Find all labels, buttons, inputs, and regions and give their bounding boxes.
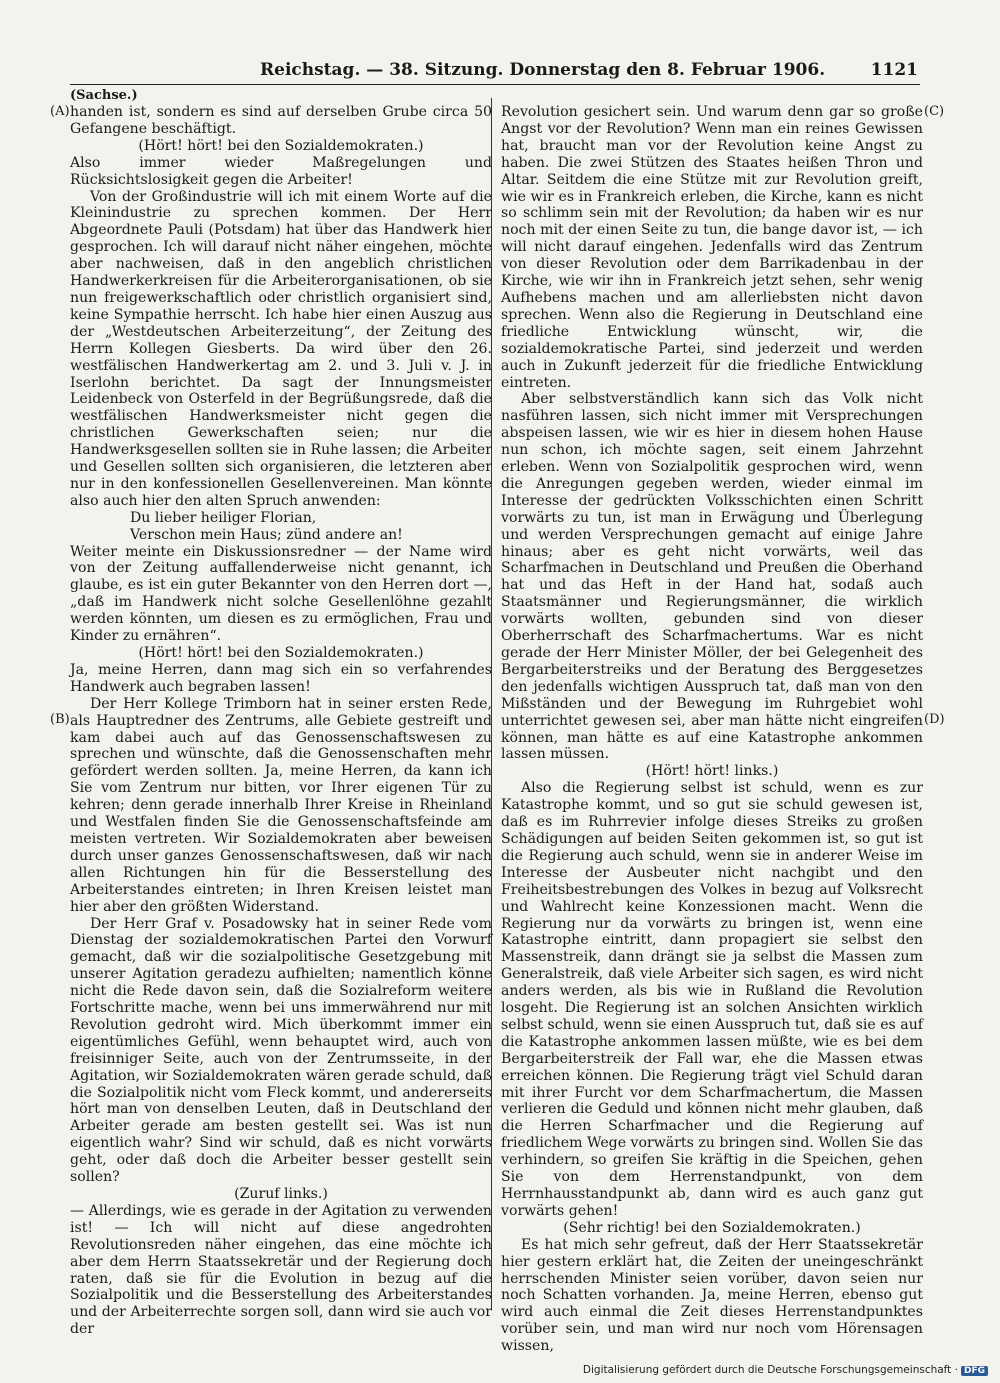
right-column [501,104,923,1355]
paragraph: Von der Großindustrie will ich mit einem Worte auf die Kleinindustrie zu sprechen kommen. Der Herr Abgeordnete Pauli (Potsdam) hat über das Handwerk hier gesprochen. Ich will darauf nicht näher eingehen, möchte aber nachweisen, daß in den angeblich christlichen Handwerkerkreisen für die Arbeiterorganisationen, ob sie nun freigewerkschaftlich oder christlich organisiert sind, keine Sympathie herrscht. Ich habe hier einen Auszug aus der „Westdeutschen Arbeiterzeitung“, der Zeitung des Herrn Kollegen Giesberts. Da wird über den 26. westfälischen Handwerkertag am 2. und 3. Juli v. J. in Iserlohn berichtet. Da sagt der Innungsmeister Leidenbeck von Osterfeld in der Begrüßungsrede, daß die westfälischen Handwerksmeister nicht gegen die christlichen Gewerkschaften seien; nur die Handwerksgesellen sollten sie in Ruhe lassen; die Arbeiter und Gesellen sollten sich organisieren, die letzteren aber nur in den konfessionellen Gesellenvereinen. Man könnte also auch hier den alten Spruch anwenden: [70,188,492,509]
interjection: (Hört! hört! bei den Sozialdemokraten.) [138,137,424,154]
interjection: (Zuruf links.) [234,1186,328,1202]
margin-marker-d: (D) [924,712,945,727]
margin-marker-c: (C) [924,104,945,119]
page-header [70,58,920,85]
paragraph: — Allerdings, wie es gerade in der Agitation zu verwenden ist! — Ich will nicht auf diese angedrohten Revolutionsreden näher eingehen, das eine möchte ich aber dem Herrn Staatssekretär und der Regierung doch raten, daß sie für die Evolution in bezug auf die Sozialpolitik und die Besserstellung des Arbeiterstandes und der Arbeiterrechte sorgen soll, dann wird sie auch vor der [70,1202,492,1338]
paragraph: Also immer wieder Maßregelungen und Rücksichtslosigkeit gegen die Arbeiter! [70,154,492,188]
speaker-name: (Sachse.) [70,88,138,103]
paragraph: Ja, meine Herren, dann mag sich ein so verfahrendes Handwerk auch begraben lassen! [70,661,492,695]
margin-marker-a: (A) [50,104,70,119]
left-column [70,104,492,1338]
paragraph: handen ist, sondern es sind auf derselben Grube circa 50 Gefangene beschäftigt. [70,104,492,137]
paragraph: Aber selbstverständlich kann sich das Volk nicht nasführen lassen, sich nicht immer mit Versprechungen abspeisen lassen, wie wir es hier in diesem hohen Hause nun schon, ich möchte sagen, seit einem Jahrzehnt erleben. Wenn von Sozialpolitik gesprochen wird, wenn die Anregungen gegeben werden, wieder einmal im Interesse der gedrückten Volksschichten einen Schritt vorwärts zu tun, ist man in Erwägung und Überlegung und werden Versprechungen gemacht auf einige Jahre hinaus; aber es geht nicht vorwärts, weil das Scharfmachen in Deutschland und Preußen die Oberhand hat und das Heft in der Hand hat, sodaß auch Staatsmänner und Regierungsmänner, die wirklich vorwärts wollten, gebunden sind von dieser Oberherrschaft des Scharfmachertums. War es nicht gerade der Herr Minister Möller, der bei Gelegenheit des Bergarbeiterstreiks und der Beratung des Berggesetzes den jedenfalls wichtigen Ausspruch tat, daß man von den Mißständen und der Bewegung im Ruhrgebiet wohl unterrichtet gewesen sei, aber man hätte nicht eingreifen können, man hätte es auf eine Katastrophe ankommen lassen müssen. [501,391,923,763]
page-number: 1121 [870,60,918,80]
verse-line: Verschon mein Haus; zünd andere an! [130,526,403,543]
interjection: (Hört! hört! bei den Sozialdemokraten.) [138,645,424,661]
paragraph: Also die Regierung selbst ist schuld, wenn es zur Katastrophe kommt, und so gut sie schuld gewesen ist, daß es im Ruhrrevier infolge dieses Streiks zu großen Schädigungen auf beiden Seiten gekommen ist, so gut ist die Regierung auch schuld, wenn sie in anderer Weise im Interesse der Ausbeuter nicht nachgibt und den Freiheitsbestrebungen des Volkes in bezug auf Volksrecht und Wahlrecht keine Konzessionen macht. Wenn die Regierung nur da vorwärts zu bringen ist, wenn eine Katastrophe eintritt, dann propagiert sie selbst den Massenstreik, dann drängt sie ja selbst die Massen zum Generalstreik, daß viele Arbeiter sich sagen, es wird nicht anders werden, als bis wie in Rußland die Revolution losgeht. Die Regierung ist an solchen Ansichten wirklich selbst schuld, wenn sie einen Ausspruch tut, daß sie es auf die Katastrophe ankommen lassen müßte, wie es bei dem Bergarbeiterstreik der Fall war, ehe die Massen etwas erreichen können. Die Regierung trägt viel Schuld daran mit ihrer Furcht vor dem Scharfmachertum, die Massen verlieren die Geduld und können nicht mehr glauben, daß die Herren Scharfmacher und die Regierung auf friedlichem Wege vorwärts zu bringen sind. Wollen Sie das verhindern, so greifen Sie kräftig in die Speichen, gehen Sie von dem Herrenstandpunkt, von dem Herrnhausstandpunkt ab, dann wird es auch ganz gut vorwärts gehen! [501,780,923,1219]
interjection: (Sehr richtig! bei den Sozialdemokraten.) [563,1219,861,1236]
digitization-footer [583,1364,988,1376]
paragraph: Der Herr Kollege Trimborn hat in seiner ersten Rede, als Hauptredner des Zentrums, alle Gebiete gestreift und kam dabei auch auf das Genossenschaftswesen zu sprechen und wünschte, daß die Genossenschaften mehr gefördert werden sollten. Ja, meine Herren, da kann ich Sie vom Zentrum nur bitten, vor Ihrer eigenen Tür zu kehren; denn gerade innerhalb Ihrer Kreise in Rheinland und Westfalen finden Sie die Genossenschaftsfeinde am meisten vertreten. Wir Sozialdemokraten aber beweisen durch unser ganzes Genossenschaftswesen, daß wir nach allen Richtungen hin für die Besserstellung des Arbeiterstandes eintreten; in Ihren Kreisen leistet man hier aber den größten Widerstand. [70,695,492,915]
paragraph: Es hat mich sehr gefreut, daß der Herr Staatssekretär hier gestern erklärt hat, die Zeiten der uneingeschränkt herrschenden Minister seien vorüber, davon seien nur noch Schatten vorhanden. Ja, meine Herren, ebenso gut wird auch einmal die Zeit dieses Herrenstandpunktes vorüber sein, und man wird nur noch vom Hörensagen wissen, [501,1236,923,1355]
dfg-logo: DFG [961,1366,988,1376]
margin-marker-b: (B) [50,712,70,727]
verse-line: Du lieber heiliger Florian, [130,509,317,526]
paragraph: Der Herr Graf v. Posadowsky hat in seiner Rede vom Dienstag der sozialdemokratischen Partei den Vorwurf gemacht, daß wir die sozialpolitische Gesetzgebung mit unserer Agitation geradezu aufhielten; namentlich könne nicht die Rede davon sein, daß die Sozialreform weitere Fortschritte mache, wenn bei uns immerwährend nur mit Revolution gedroht wird. Mich überkommt immer ein eigentümliches Gefühl, wenn behauptet wird, auch von freisinniger Seite, auch von der Zentrumsseite, in der Agitation, wir Sozialdemokraten wären gerade schuld, daß die Sozialpolitik nicht vom Fleck kommt, und andererseits hört man von denselben Leuten, daß in Deutschland der Arbeiter gerade am besten gestellt sei. Was ist nun eigentlich wahr? Sind wir schuld, daß es nicht vorwärts geht, oder daß doch die Arbeiter besser gestellt sein sollen? [70,915,492,1186]
paragraph: Revolution gesichert sein. Und warum denn gar so große Angst vor der Revolution? Wenn man ein reines Gewissen hat, braucht man vor der Revolution keine Angst zu haben. Die zwei Stützen des Staates heißen Thron und Altar. Seitdem die eine Stütze mit zur Revolution greift, wie wir es in Frankreich erleben, die Kirche, kann es nicht so schlimm sein mit der Revolution; da haben wir es nur noch mit der einen Seite zu tun, die bange davor ist, — ich will nicht darauf eingehen. Jedenfalls wird das Zentrum von dieser Revolution oder dem Barrikadenbau in der Kirche, wie wir ihn in Frankreich jetzt sehen, sehr wenig Aufhebens machen und am allerliebsten nicht davon sprechen. Wenn also die Regierung in Deutschland eine friedliche Entwicklung wünscht, wir, die sozialdemokratische Partei, sind jederzeit und werden auch in Zukunft jederzeit für die friedliche Entwicklung eintreten. [501,104,923,391]
footer-text: Digitalisierung gefördert durch die Deutsche Forschungsgemeinschaft · [582,1364,958,1376]
interjection: (Hört! hört! links.) [645,763,779,780]
paragraph: Weiter meinte ein Diskussionsredner — der Name wird von der Zeitung auffallenderweise nicht genannt, ich glaube, es ist ein guter Bekannter von den Herren dort —, „daß im Handwerk nicht solche Gesellenlöhne gezahlt werden könnten, um diesen es zu ermöglichen, Frau und Kinder zu ernähren“. [70,543,492,645]
running-title: Reichstag. — 38. Sitzung. Donnerstag den 8. Februar 1906. [260,60,826,80]
